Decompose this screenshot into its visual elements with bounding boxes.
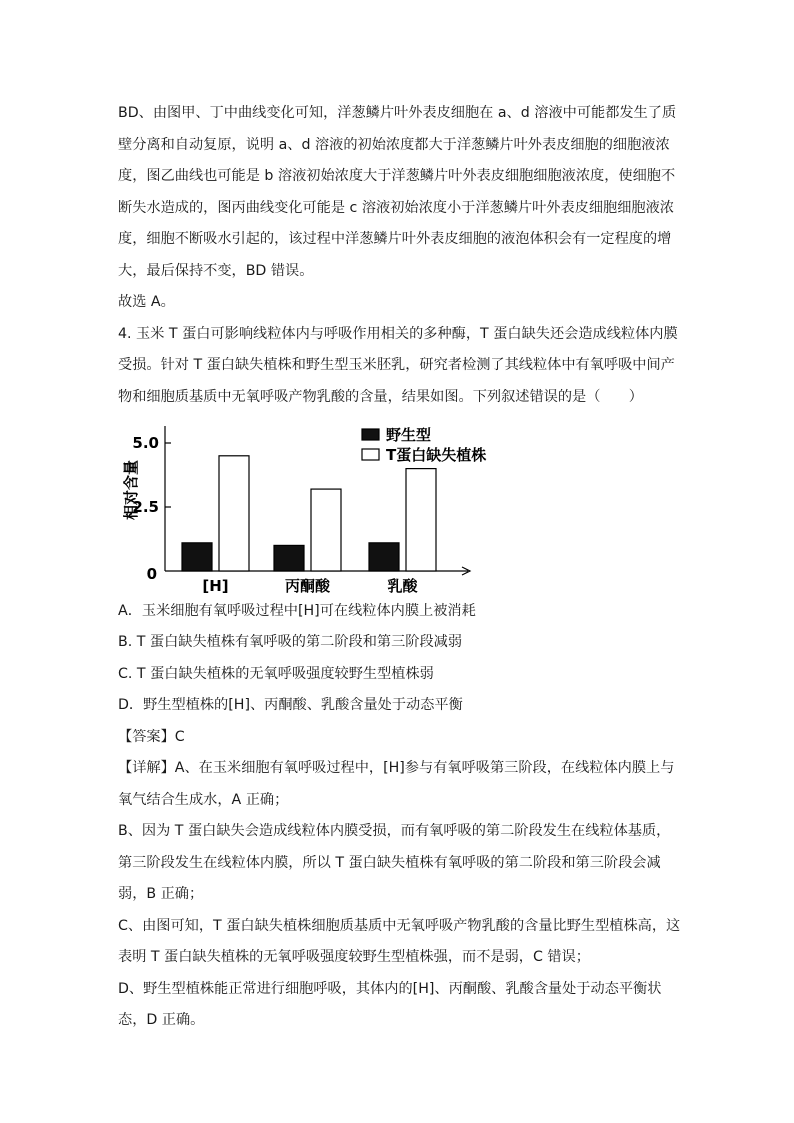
explanation-line: 【详解】A、在玉米细胞有氧呼吸过程中，[H]参与有氧呼吸第三阶段，在线粒体内膜上与 <box>118 760 675 776</box>
explanation-line: C、由图可知，T 蛋白缺失植株细胞质基质中无氧呼吸产物乳酸的含量比野生型植株高，这 <box>118 918 681 934</box>
paragraph-line: 度，图乙曲线也可能是 b 溶液初始浓度大于洋葱鳞片叶外表皮细胞细胞液浓度，使细胞不 <box>118 168 676 184</box>
explanation-line: 氧气结合生成水，A 正确； <box>118 792 289 808</box>
bar-wild-type <box>182 543 212 571</box>
y-tick-label: 5.0 <box>132 434 159 452</box>
y-axis-label: 相对含量 <box>122 459 140 521</box>
option-c: C. T 蛋白缺失植株的无氧呼吸强度较野生型植株弱 <box>118 666 434 682</box>
legend-swatch <box>362 429 379 440</box>
paragraph-line: 受损。针对 T 蛋白缺失植株和野生型玉米胚乳，研究者检测了其线粒体中有氧呼吸中间产 <box>118 357 675 373</box>
chart-bars <box>182 456 436 571</box>
legend-label: 野生型 <box>386 426 432 444</box>
paragraph-line: 度，细胞不断吸水引起的，该过程中洋葱鳞片叶外表皮细胞的液泡体积会有一定程度的增 <box>118 231 672 247</box>
bar-wild-type <box>369 543 399 571</box>
bar-wild-type <box>274 545 304 571</box>
explanation-line: 表明 T 蛋白缺失植株的无氧呼吸强度较野生型植株强，而不是弱，C 错误； <box>118 949 590 965</box>
paragraph-line: 壁分离和自动复原，说明 a、d 溶液的初始浓度都大于洋葱鳞片叶外表皮细胞的细胞液浓 <box>118 137 670 153</box>
y-tick-label: 0 <box>146 565 157 583</box>
explanation-line: D、野生型植株能正常进行细胞呼吸，其体内的[H]、丙酮酸、乳酸含量处于动态平衡状 <box>118 981 662 997</box>
paragraph-line: BD、由图甲、丁中曲线变化可知，洋葱鳞片叶外表皮细胞在 a、d 溶液中可能都发生了质 <box>118 105 677 121</box>
question-4-stem: 4. 玉米 T 蛋白可影响线粒体内与呼吸作用相关的多种酶，T 蛋白缺失还会造成线粒体内膜 <box>118 326 678 342</box>
x-tick-label: 丙酮酸 <box>284 577 331 595</box>
bar-t-protein-deficient <box>406 469 436 571</box>
explanation-line: 第三阶段发生在线粒体内膜，所以 T 蛋白缺失植株有氧呼吸的第二阶段和第三阶段会减 <box>118 855 661 871</box>
option-b: B. T 蛋白缺失植株有氧呼吸的第二阶段和第三阶段减弱 <box>118 634 463 650</box>
y-tick-label: 2.5 <box>132 498 159 516</box>
x-tick-label: [H] <box>202 577 229 595</box>
paragraph-line: 大，最后保持不变，BD 错误。 <box>118 263 314 279</box>
paragraph-line: 故选 A。 <box>118 294 175 310</box>
bar-t-protein-deficient <box>311 489 341 571</box>
bar-chart <box>110 418 510 598</box>
paragraph-line: 断失水造成的，图丙曲线变化可能是 c 溶液初始浓度小于洋葱鳞片叶外表皮细胞细胞液浓 <box>118 200 674 216</box>
explanation-line: 态，D 正确。 <box>118 1012 205 1028</box>
explanation-line: B、因为 T 蛋白缺失会造成线粒体内膜受损，而有氧呼吸的第二阶段发生在线粒体基质， <box>118 823 671 839</box>
answer-line: 【答案】C <box>118 729 185 745</box>
chart-legend <box>362 426 486 464</box>
legend-swatch <box>362 449 379 460</box>
explanation-line: 弱，B 正确； <box>118 886 204 902</box>
option-a: A．玉米细胞有氧呼吸过程中[H]可在线粒体内膜上被消耗 <box>118 603 476 619</box>
paragraph-line: 物和细胞质基质中无氧呼吸产物乳酸的含量，结果如图。下列叙述错误的是（ ） <box>118 389 643 405</box>
option-d: D．野生型植株的[H]、丙酮酸、乳酸含量处于动态平衡 <box>118 697 463 713</box>
bar-t-protein-deficient <box>219 456 249 571</box>
x-tick-label: 乳酸 <box>387 577 418 595</box>
legend-label: T蛋白缺失植株 <box>386 446 487 464</box>
